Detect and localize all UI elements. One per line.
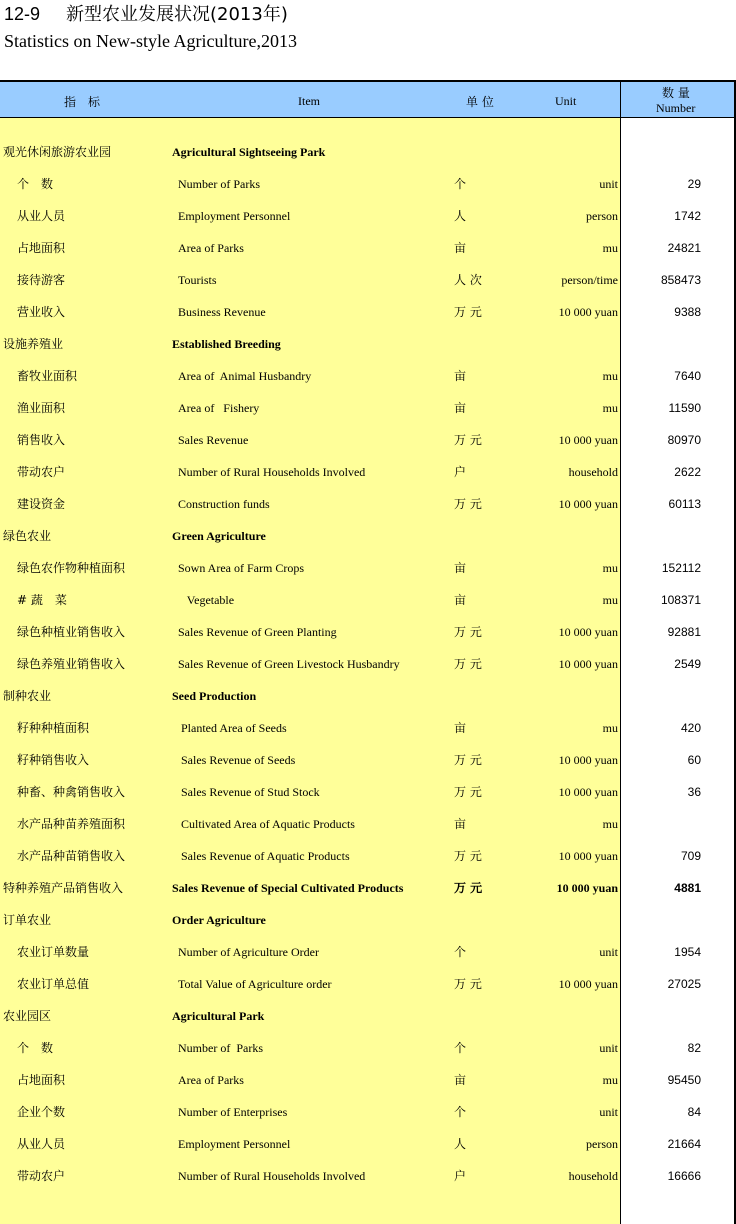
table-row [0, 168, 736, 200]
table-row [0, 200, 736, 232]
item-en: Number of Rural Households Involved [178, 1169, 366, 1183]
unit-cn: 亩 [454, 1073, 467, 1087]
unit-en: person [586, 1137, 618, 1151]
item-en: Business Revenue [178, 305, 266, 319]
unit-en: unit [599, 945, 618, 959]
value: 2622 [674, 465, 701, 479]
unit-en: 10 000 yuan [558, 625, 618, 639]
table-row [0, 1064, 736, 1096]
unit-cn: 人 [454, 209, 467, 223]
table-row [0, 616, 736, 648]
item-en: Employment Personnel [178, 209, 291, 223]
unit-cn: 万 元 [454, 433, 482, 447]
value: 92881 [667, 625, 701, 639]
value: 11590 [668, 401, 701, 415]
unit-cn: 万 元 [454, 753, 482, 767]
value: 95450 [667, 1073, 701, 1087]
header-unit-en: Unit [555, 94, 577, 108]
value: 60 [687, 753, 701, 767]
unit-en: 10 000 yuan [558, 497, 618, 511]
item-en: Sales Revenue of Green Planting [178, 625, 337, 639]
table-row [0, 936, 736, 968]
unit-en: household [568, 465, 618, 479]
item-en: Sales Revenue of Seeds [178, 753, 296, 767]
table-row [0, 840, 736, 872]
table-row [0, 264, 736, 296]
unit-en: person/time [561, 273, 618, 287]
unit-cn: 万 元 [454, 881, 483, 895]
value: 27025 [667, 977, 701, 991]
value: 16666 [667, 1169, 701, 1183]
unit-en: mu [602, 1073, 618, 1087]
indicator-cn: 订单农业 [3, 913, 52, 927]
table-row [0, 776, 736, 808]
item-en: Construction funds [178, 497, 270, 511]
unit-cn: 个 [454, 177, 467, 191]
indicator-cn: 观光休闲旅游农业园 [3, 145, 112, 159]
unit-en: mu [602, 241, 618, 255]
table-row [0, 968, 736, 1000]
indicator-cn: 建设资金 [17, 497, 66, 511]
indicator-cn: 农业订单数量 [17, 945, 90, 959]
unit-cn: 亩 [454, 561, 467, 575]
table-row [0, 1032, 736, 1064]
item-en: Order Agriculture [172, 913, 266, 927]
indicator-cn: 渔业面积 [17, 401, 66, 415]
value: 21664 [667, 1137, 701, 1151]
indicator-cn: 水产品种苗销售收入 [17, 849, 126, 863]
item-en: Sales Revenue [178, 433, 249, 447]
unit-en: household [568, 1169, 618, 1183]
value: 709 [680, 849, 701, 863]
item-en: Total Value of Agriculture order [178, 977, 332, 991]
unit-cn: 个 [454, 945, 467, 959]
unit-cn: 万 元 [454, 305, 482, 319]
unit-cn: 万 元 [454, 849, 482, 863]
unit-en: 10 000 yuan [558, 849, 618, 863]
item-en: Area of Fishery [178, 401, 260, 415]
table-row [0, 488, 736, 520]
item-en: Number of Agriculture Order [178, 945, 319, 959]
section-row [0, 1000, 736, 1032]
value: 420 [680, 721, 701, 735]
indicator-cn: 绿色养殖业销售收入 [17, 657, 126, 671]
header-indicator-cn: 指 标 [64, 95, 101, 109]
item-en: Employment Personnel [178, 1137, 291, 1151]
value: 152112 [661, 561, 701, 575]
table-title-en: Statistics on New-style Agriculture,2013 [4, 31, 297, 51]
value: 108371 [660, 593, 701, 607]
unit-cn: 户 [454, 1169, 467, 1183]
item-en: Number of Enterprises [178, 1105, 288, 1119]
table-row [0, 296, 736, 328]
unit-en: 10 000 yuan [558, 977, 618, 991]
header-number-cn: 数 量 [662, 86, 690, 100]
value: 24821 [667, 241, 701, 255]
table-title-cn [4, 2, 288, 27]
indicator-cn: 制种农业 [3, 689, 52, 703]
table-row [0, 712, 736, 744]
unit-en: mu [602, 593, 618, 607]
item-en: Sown Area of Farm Crops [178, 561, 304, 575]
unit-en: mu [602, 561, 618, 575]
header-unit-cn: 单 位 [466, 95, 494, 109]
item-en: Vegetable [178, 593, 235, 607]
table-number: 12-9 [4, 4, 41, 24]
item-en: Seed Production [172, 689, 257, 703]
item-en: Planted Area of Seeds [178, 721, 287, 735]
indicator-cn: 销售收入 [17, 433, 66, 447]
value: 858473 [660, 273, 701, 287]
indicator-cn: 种畜、种禽销售收入 [17, 785, 126, 799]
table-row [0, 584, 736, 616]
value: 82 [687, 1041, 701, 1055]
unit-cn: 人 次 [454, 273, 482, 287]
unit-cn: 个 [454, 1105, 467, 1119]
unit-cn: 亩 [454, 593, 467, 607]
indicator-cn: 特种养殖产品销售收入 [3, 881, 124, 895]
unit-en: 10 000 yuan [558, 753, 618, 767]
indicator-cn: 绿色农作物种植面积 [17, 561, 126, 575]
indicator-cn: 设施养殖业 [3, 337, 64, 351]
header-item-en: Item [298, 94, 320, 108]
table-row [0, 872, 736, 904]
value: 36 [687, 785, 701, 799]
unit-en: unit [599, 1041, 618, 1055]
table-row [0, 424, 736, 456]
indicator-cn: 从业人员 [17, 1137, 66, 1151]
unit-cn: 人 [454, 1137, 467, 1151]
unit-cn: 万 元 [454, 977, 482, 991]
header-rule [0, 117, 736, 118]
top-rule [0, 80, 736, 82]
unit-en: unit [599, 177, 618, 191]
unit-en: mu [602, 369, 618, 383]
item-en: Number of Parks [178, 177, 260, 191]
value: 1742 [674, 209, 701, 223]
item-en: Agricultural Sightseeing Park [172, 145, 326, 159]
unit-en: person [586, 209, 618, 223]
section-row [0, 520, 736, 552]
value: 80970 [667, 433, 701, 447]
unit-cn: 万 元 [454, 785, 482, 799]
unit-en: mu [602, 401, 618, 415]
item-en: Sales Revenue of Aquatic Products [178, 849, 350, 863]
value: 1954 [674, 945, 701, 959]
section-row [0, 136, 736, 168]
value: 60113 [668, 497, 701, 511]
section-row [0, 328, 736, 360]
value: 4881 [674, 881, 701, 895]
unit-cn: 亩 [454, 241, 467, 255]
indicator-cn: 占地面积 [17, 241, 66, 255]
unit-cn: 个 [454, 1041, 467, 1055]
item-en: Established Breeding [172, 337, 281, 351]
table-row [0, 392, 736, 424]
table-row [0, 1160, 736, 1192]
unit-cn: 亩 [454, 721, 467, 735]
item-en: Tourists [178, 273, 217, 287]
unit-cn: 万 元 [454, 625, 482, 639]
indicator-cn: 个 数 [17, 177, 54, 191]
value: 9388 [674, 305, 701, 319]
indicator-cn: 带动农户 [17, 1169, 66, 1183]
indicator-cn: 畜牧业面积 [17, 369, 78, 383]
table-title-cn-text: 新型农业发展状况(2013年) [66, 4, 288, 25]
item-en: Cultivated Area of Aquatic Products [178, 817, 355, 831]
unit-en: 10 000 yuan [556, 881, 618, 895]
item-en: Agricultural Park [172, 1009, 265, 1023]
table-row [0, 1128, 736, 1160]
unit-en: 10 000 yuan [558, 433, 618, 447]
item-en: Sales Revenue of Stud Stock [178, 785, 320, 799]
unit-en: mu [602, 817, 618, 831]
value: 7640 [674, 369, 701, 383]
indicator-cn: 企业个数 [17, 1105, 66, 1119]
value: 2549 [674, 657, 701, 671]
item-en: Sales Revenue of Green Livestock Husbandry [178, 657, 400, 671]
item-en: Number of Parks [178, 1041, 263, 1055]
indicator-cn: 水产品种苗养殖面积 [17, 817, 126, 831]
section-row [0, 904, 736, 936]
unit-cn: 亩 [454, 817, 467, 831]
table-row [0, 808, 736, 840]
table-row [0, 360, 736, 392]
indicator-cn: 籽种种植面积 [17, 721, 90, 735]
unit-en: 10 000 yuan [558, 305, 618, 319]
value: 29 [687, 177, 701, 191]
unit-cn: 亩 [454, 369, 467, 383]
indicator-cn: 绿色种植业销售收入 [17, 625, 126, 639]
indicator-cn: 个 数 [17, 1041, 54, 1055]
indicator-cn: 籽种销售收入 [17, 753, 90, 767]
item-en: Sales Revenue of Special Cultivated Products [172, 881, 404, 895]
section-row [0, 680, 736, 712]
statistics-table [0, 80, 736, 1224]
item-en: Area of Parks [178, 1073, 244, 1087]
table-header [0, 82, 736, 118]
item-en: Green Agriculture [172, 529, 266, 543]
table-row [0, 648, 736, 680]
indicator-cn: 农业订单总值 [17, 977, 90, 991]
unit-en: unit [599, 1105, 618, 1119]
unit-cn: 户 [454, 465, 467, 479]
unit-cn: 亩 [454, 401, 467, 415]
indicator-cn: 从业人员 [17, 209, 66, 223]
indicator-cn: 绿色农业 [3, 529, 52, 543]
indicator-cn: 农业园区 [3, 1009, 52, 1023]
item-en: Area of Animal Husbandry [178, 369, 312, 383]
indicator-cn: 占地面积 [17, 1073, 66, 1087]
table-row [0, 552, 736, 584]
unit-en: 10 000 yuan [558, 657, 618, 671]
unit-cn: 万 元 [454, 497, 482, 511]
unit-cn: 万 元 [454, 657, 482, 671]
indicator-cn: 营业收入 [17, 305, 66, 319]
unit-en: 10 000 yuan [558, 785, 618, 799]
indicator-cn: 接待游客 [17, 273, 66, 287]
indicator-cn: 带动农户 [17, 465, 66, 479]
indicator-cn: # 蔬 菜 [17, 593, 67, 607]
table-row [0, 744, 736, 776]
unit-en: mu [602, 721, 618, 735]
item-en: Number of Rural Households Involved [178, 465, 366, 479]
value: 84 [687, 1105, 701, 1119]
table-row [0, 456, 736, 488]
table-row [0, 1096, 736, 1128]
item-en: Area of Parks [178, 241, 244, 255]
header-number-en: Number [656, 101, 696, 115]
table-row [0, 232, 736, 264]
